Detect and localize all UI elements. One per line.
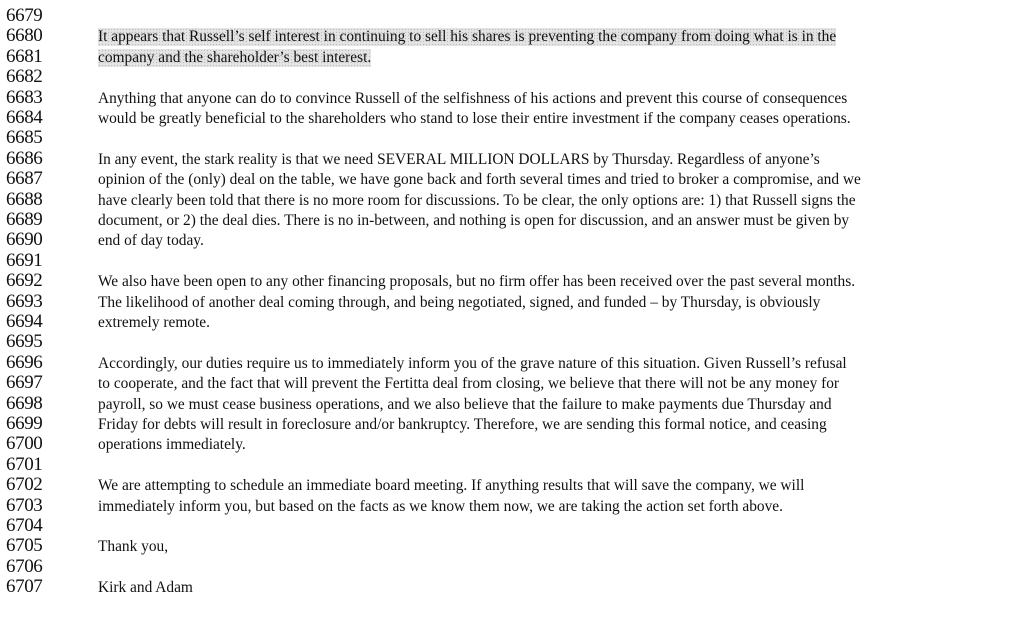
- document-line: [0, 230, 1024, 250]
- document-line: [0, 128, 1024, 148]
- line-text: Kirk and Adam: [98, 579, 193, 597]
- line-number: 6694: [6, 311, 43, 332]
- document-line: [0, 373, 1024, 393]
- document-line: [0, 353, 1024, 373]
- line-text: payroll, so we must cease business operations, and we also believe that the failure to make payments due Thursday and: [98, 395, 832, 413]
- line-number: 6698: [6, 392, 43, 414]
- document-line: [0, 67, 1024, 87]
- document-line: [0, 47, 1024, 67]
- document-line: [0, 394, 1024, 414]
- line-number: 6688: [6, 188, 43, 210]
- line-text: opinion of the (only) deal on the table, we have gone back and forth several times and tried to broker a compromise, and we: [98, 171, 861, 189]
- document-line: [0, 332, 1024, 352]
- document-line: [0, 210, 1024, 230]
- line-text: The likelihood of another deal coming through, and being negotiated, signed, and funded – by Thursday, is obviously: [98, 293, 821, 311]
- highlighted-line-text: company and the shareholder’s best interest.: [98, 48, 372, 66]
- document-line: [0, 88, 1024, 108]
- line-number: 6679: [6, 5, 43, 26]
- document-line: [0, 6, 1024, 26]
- line-text: document, or 2) the deal dies. There is no in-between, and nothing is open for discussion, and an answer must be given by: [98, 212, 850, 229]
- line-number: 6705: [6, 535, 43, 557]
- line-number: 6681: [6, 45, 43, 67]
- line-number: 6687: [6, 168, 43, 190]
- line-number: 6695: [6, 331, 43, 353]
- line-text: Friday for debts will result in foreclosure and/or bankruptcy. Therefore, we are sending this formal notice, and ceasing: [98, 416, 827, 433]
- document-line: [0, 516, 1024, 536]
- document-line: [0, 557, 1024, 577]
- line-number: 6689: [6, 209, 43, 230]
- line-text: We also have been open to any other financing proposals, but no firm offer has been received over the past several months.: [98, 273, 856, 291]
- line-number: 6691: [6, 249, 43, 271]
- line-number: 6706: [6, 555, 43, 577]
- document-line: [0, 292, 1024, 312]
- line-number: 6692: [6, 270, 43, 292]
- line-text: operations immediately.: [98, 436, 246, 454]
- document-line: [0, 496, 1024, 516]
- document-line: [0, 190, 1024, 210]
- document-line: [0, 26, 1024, 46]
- line-number: 6686: [6, 147, 43, 169]
- line-text: In any event, the stark reality is that we need SEVERAL MILLION DOLLARS by Thursday. Regardless of anyone’s: [98, 150, 820, 168]
- line-text: would be greatly beneficial to the shareholders who stand to lose their entire investment if the company ceases operations.: [98, 110, 851, 127]
- line-text: Anything that anyone can do to convince Russell of the selfishness of his actions and prevent this course of consequences: [98, 89, 848, 107]
- line-number: 6693: [6, 290, 43, 312]
- line-number: 6700: [6, 433, 43, 455]
- line-number: 6685: [6, 127, 43, 149]
- document-line: [0, 577, 1024, 597]
- document-line: [0, 434, 1024, 454]
- line-text: Accordingly, our duties require us to immediately inform you of the grave nature of this situation. Given Russell’s refusal: [98, 354, 847, 372]
- line-text: have clearly been told that there is no more room for discussions. To be clear, the only options are: 1) that Russell signs the: [98, 191, 856, 209]
- line-number: 6697: [6, 372, 43, 394]
- document-line: [0, 536, 1024, 556]
- line-text: Thank you,: [98, 538, 169, 556]
- document-line: [0, 271, 1024, 291]
- document-line: [0, 169, 1024, 189]
- line-number: 6680: [6, 25, 43, 47]
- highlighted-line-text: It appears that Russell’s self interest in continuing to sell his shares is preventing the company from doing what is in the: [98, 28, 837, 46]
- line-number: 6702: [6, 474, 43, 496]
- document-line: [0, 414, 1024, 434]
- line-number: 6703: [6, 494, 43, 516]
- line-number: 6699: [6, 413, 43, 434]
- line-number: 6696: [6, 351, 43, 373]
- line-number: 6690: [6, 229, 43, 251]
- line-number: 6683: [6, 86, 43, 108]
- document-line: [0, 455, 1024, 475]
- document-line: [0, 251, 1024, 271]
- document-line: [0, 312, 1024, 332]
- line-text: to cooperate, and the fact that will prevent the Fertitta deal from closing, we believe that there will not be any money for: [98, 375, 840, 393]
- document-line: [0, 475, 1024, 495]
- line-number: 6707: [6, 576, 43, 598]
- line-number: 6684: [6, 107, 43, 128]
- line-text: end of day today.: [98, 232, 204, 250]
- line-number: 6704: [6, 515, 43, 536]
- line-number: 6701: [6, 453, 43, 475]
- line-text: We are attempting to schedule an immediate board meeting. If anything results that will save the company, we will: [98, 477, 805, 495]
- line-number: 6682: [6, 66, 43, 88]
- line-text: immediately inform you, but based on the facts as we know them now, we are taking the action set forth above.: [98, 497, 783, 515]
- line-text: extremely remote.: [98, 314, 210, 331]
- document-line: [0, 108, 1024, 128]
- document-line: [0, 149, 1024, 169]
